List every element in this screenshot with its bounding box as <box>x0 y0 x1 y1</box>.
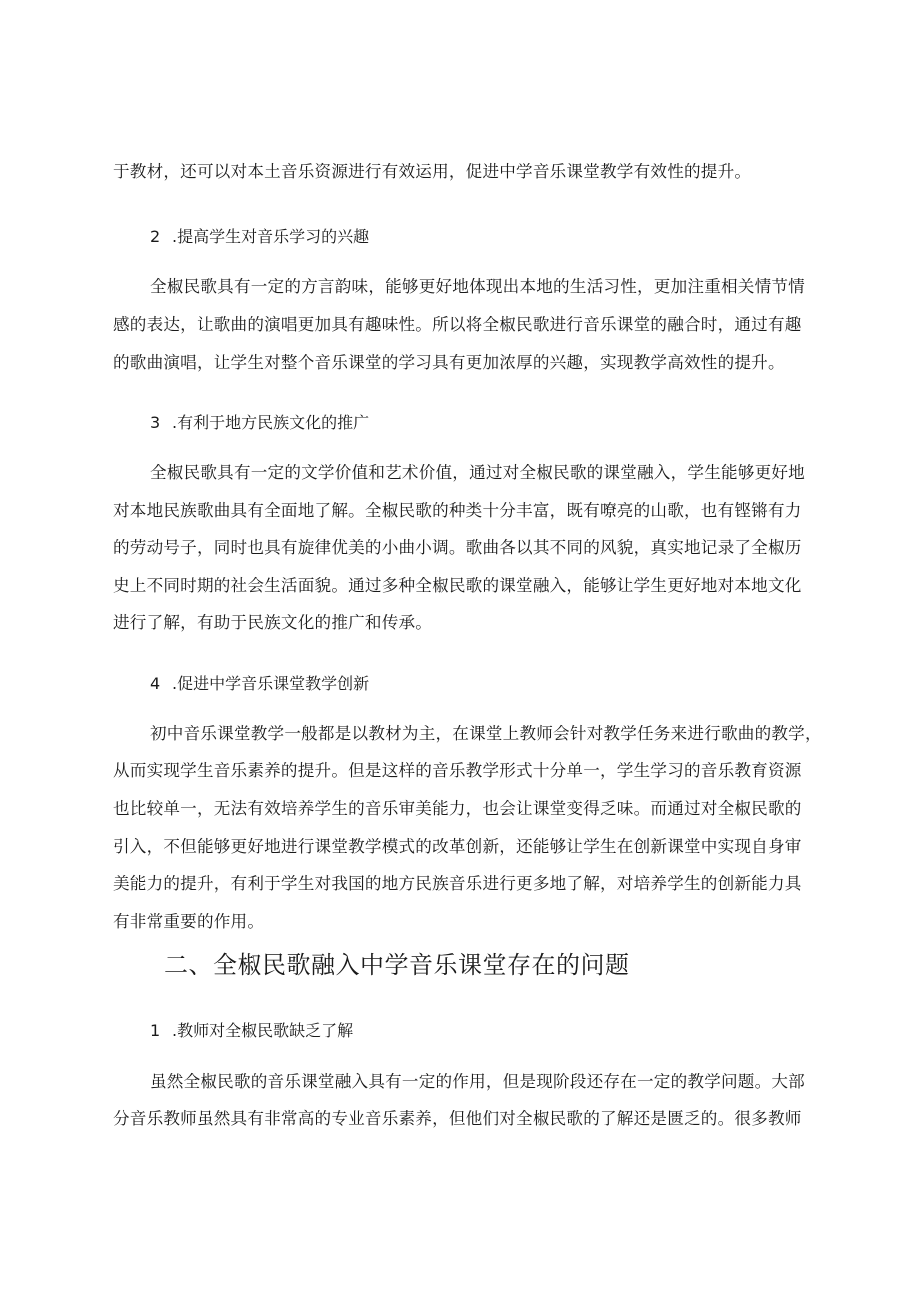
chapter-title: 二、全椒民歌融入中学音乐课堂存在的问题 <box>164 951 630 979</box>
heading-title: .促进中学音乐课堂教学创新 <box>172 674 370 693</box>
paragraph-line: 也比较单一，无法有效培养学生的音乐审美能力，也会让课堂变得乏味。而通过对全椒民歌的 <box>113 799 802 818</box>
paragraph-line: 全椒民歌具有一定的方言韵味，能够更好地体现出本地的生活习性，更加注重相关情节情 <box>150 277 805 296</box>
paragraph-line: 分音乐教师虽然具有非常高的专业音乐素养，但他们对全椒民歌的了解还是匮乏的。很多教师 <box>113 1109 802 1128</box>
heading-number: 4 <box>150 674 161 693</box>
paragraph-line: 全椒民歌具有一定的文学价值和艺术价值，通过对全椒民歌的课堂融入，学生能够更好地 <box>150 463 805 482</box>
paragraph-line: 从而实现学生音乐素养的提升。但是这样的音乐教学形式十分单一，学生学习的音乐教育资源 <box>113 761 802 780</box>
section-heading-2 <box>150 226 369 248</box>
heading-title: .有利于地方民族文化的推广 <box>172 413 370 432</box>
paragraph-line: 虽然全椒民歌的音乐课堂融入具有一定的作用，但是现阶段还存在一定的教学问题。大部 <box>150 1072 805 1091</box>
paragraph-line: 美能力的提升，有利于学生对我国的地方民族音乐进行更多地了解，对培养学生的创新能力具 <box>113 874 802 893</box>
heading-title: .提高学生对音乐学习的兴趣 <box>172 227 370 246</box>
paragraph-line: 的歌曲演唱，让学生对整个音乐课堂的学习具有更加浓厚的兴趣，实现教学高效性的提升。 <box>113 353 785 372</box>
paragraph-line: 史上不同时期的社会生活面貌。通过多种全椒民歌的课堂融入，能够让学生更好地对本地文化 <box>113 576 802 595</box>
paragraph-line: 于教材，还可以对本土音乐资源进行有效运用，促进中学音乐课堂教学有效性的提升。 <box>113 162 752 181</box>
paragraph-line: 引入，不但能够更好地进行课堂教学模式的改革创新，还能够让学生在创新课堂中实现自身审 <box>113 837 802 856</box>
heading-number: 3 <box>150 413 161 432</box>
paragraph-line: 的劳动号子，同时也具有旋律优美的小曲小调。歌曲各以其不同的风貌，真实地记录了全椒历 <box>113 538 802 557</box>
paragraph-line: 感的表达，让歌曲的演唱更加具有趣味性。所以将全椒民歌进行音乐课堂的融合时，通过有趣 <box>113 315 802 334</box>
heading-title: .教师对全椒民歌缺乏了解 <box>172 1021 354 1040</box>
heading-number: 2 <box>150 227 161 246</box>
section-heading-1 <box>150 1020 353 1042</box>
section-heading-3 <box>150 412 369 434</box>
paragraph-line: 有非常重要的作用。 <box>113 912 265 931</box>
paragraph-line: 进行了解，有助于民族文化的推广和传承。 <box>113 613 433 632</box>
paragraph-line: 对本地民族歌曲具有全面地了解。全椒民歌的种类十分丰富，既有嘹亮的山歌，也有铿锵有力 <box>113 501 802 520</box>
paragraph-line: 初中音乐课堂教学一般都是以教材为主，在课堂上教师会针对教学任务来进行歌曲的教学， <box>150 724 822 743</box>
heading-number: 1 <box>150 1021 161 1040</box>
section-heading-4 <box>150 673 369 695</box>
